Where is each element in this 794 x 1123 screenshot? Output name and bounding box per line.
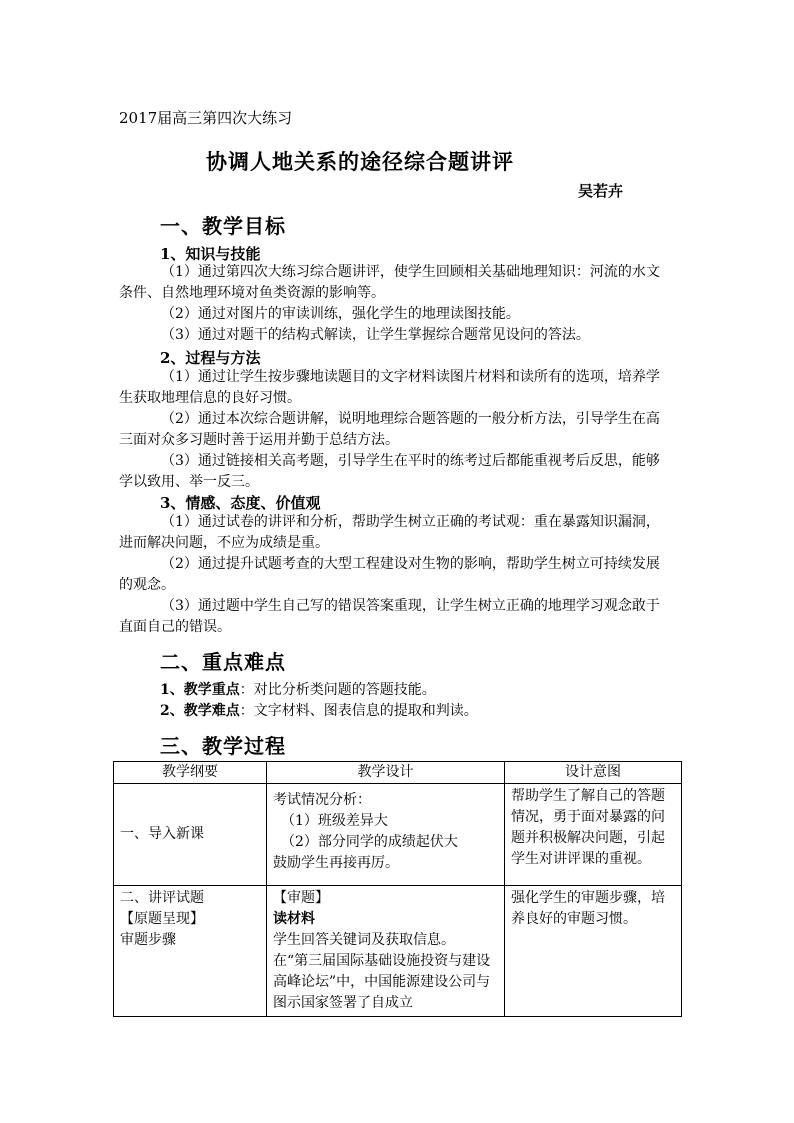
document-header: 2017届高三第四次大练习 (119, 109, 293, 127)
page-title: 协调人地关系的途径综合题讲评 (206, 149, 514, 174)
teaching-process-table (113, 761, 682, 1017)
row2-outline (114, 886, 267, 1017)
row2-design (267, 886, 505, 1017)
goal-process-2: （2）通过本次综合题讲解，说明地理综合题答题的一般分析方法，引导学生在高三面对众多习题时善于运用并勤于总结方法。 (119, 411, 660, 448)
table-row (114, 784, 682, 886)
keypoint-focus-label: 1、教学重点 (160, 682, 240, 698)
goal-knowledge-1: （1）通过第四次大练习综合题讲评，使学生回顾相关基础地理知识：河流的水文条件、自然地理环境对鱼类资源的影响等。 (119, 264, 660, 301)
keypoint-difficulty (160, 701, 478, 722)
column-header-design: 教学设计 (267, 762, 505, 784)
row2-design-line: 读材料 (273, 911, 315, 927)
row1-design (267, 784, 505, 886)
goal-knowledge-3: （3）通过对题干的结构式解读，让学生掌握综合题常见设问的答法。 (161, 327, 590, 343)
goal-emotion-2: （2）通过提升试题考查的大型工程建设对生物的影响，帮助学生树立可持续发展的观念。 (119, 556, 660, 593)
author-name: 吴若卉 (578, 182, 624, 200)
keypoint-focus (160, 680, 436, 701)
goal-emotion-3: （3）通过题中学生自己写的错误答案重现，让学生树立正确的地理学习观念敢于直面自己的错误。 (119, 598, 660, 635)
row1-design-line: 鼓励学生再接再厉。 (273, 855, 399, 871)
row1-design-line: （1）班级差异大 (281, 813, 388, 829)
row1-design-line: 考试情况分析： (273, 792, 371, 808)
keypoint-difficulty-label: 2、教学难点 (160, 703, 240, 719)
row2-outline-line: 审题步骤 (120, 932, 176, 948)
row1-outline: 一、导入新课 (114, 784, 267, 886)
goal-process-3: （3）通过链接相关高考题，引导学生在平时的练考过后都能重视考后反思，能够学以致用、举一反三。 (119, 453, 660, 490)
row2-design-line: 学生回答关键词及获取信息。 (273, 932, 455, 948)
keypoint-focus-text: ：对比分析类问题的答题技能。 (239, 682, 436, 698)
keypoint-difficulty-text: ：文字材料、图表信息的提取和判读。 (239, 703, 478, 719)
table-row (114, 886, 682, 1017)
goal-emotion-1: （1）通过试卷的讲评和分析，帮助学生树立正确的考试观：重在暴露知识漏洞，进而解决问题，不应为成绩是重。 (119, 514, 660, 551)
subheading-emotion: 3、情感、态度、价值观 (160, 494, 321, 512)
subheading-process: 2、过程与方法 (160, 349, 261, 367)
goal-process-1: （1）通过让学生按步骤地读题目的文字材料读图片材料和读所有的选项，培养学生获取地理信息的良好习惯。 (119, 369, 660, 406)
table-header-row (114, 762, 682, 784)
row2-outline-line: 二、讲评试题 (120, 890, 204, 906)
section-heading-goals: 一、教学目标 (160, 214, 286, 238)
row2-design-line: 【审题】 (273, 890, 329, 906)
row2-outline-line: 【原题呈现】 (120, 911, 204, 927)
goal-knowledge-2: （2）通过对图片的审读训练，强化学生的地理读图技能。 (161, 306, 520, 322)
subheading-knowledge: 1、知识与技能 (160, 245, 261, 263)
row1-design-line: （2）部分同学的成绩起伏大 (281, 834, 458, 850)
section-heading-keypoints: 二、重点难点 (160, 650, 286, 674)
section-heading-process: 三、教学过程 (160, 734, 286, 758)
column-header-intent: 设计意图 (505, 762, 682, 784)
row2-design-line: 在“第三届国际基础设施投资与建设高峰论坛”中，中国能源建设公司与图示国家签署了自成立 (273, 953, 491, 1011)
row2-intent: 强化学生的审题步骤，培养良好的审题习惯。 (505, 886, 682, 1017)
row1-intent: 帮助学生了解自己的答题情况，勇于面对暴露的问题并积极解决问题，引起学生对讲评课的重视。 (505, 784, 682, 886)
column-header-outline: 教学纲要 (114, 762, 267, 784)
